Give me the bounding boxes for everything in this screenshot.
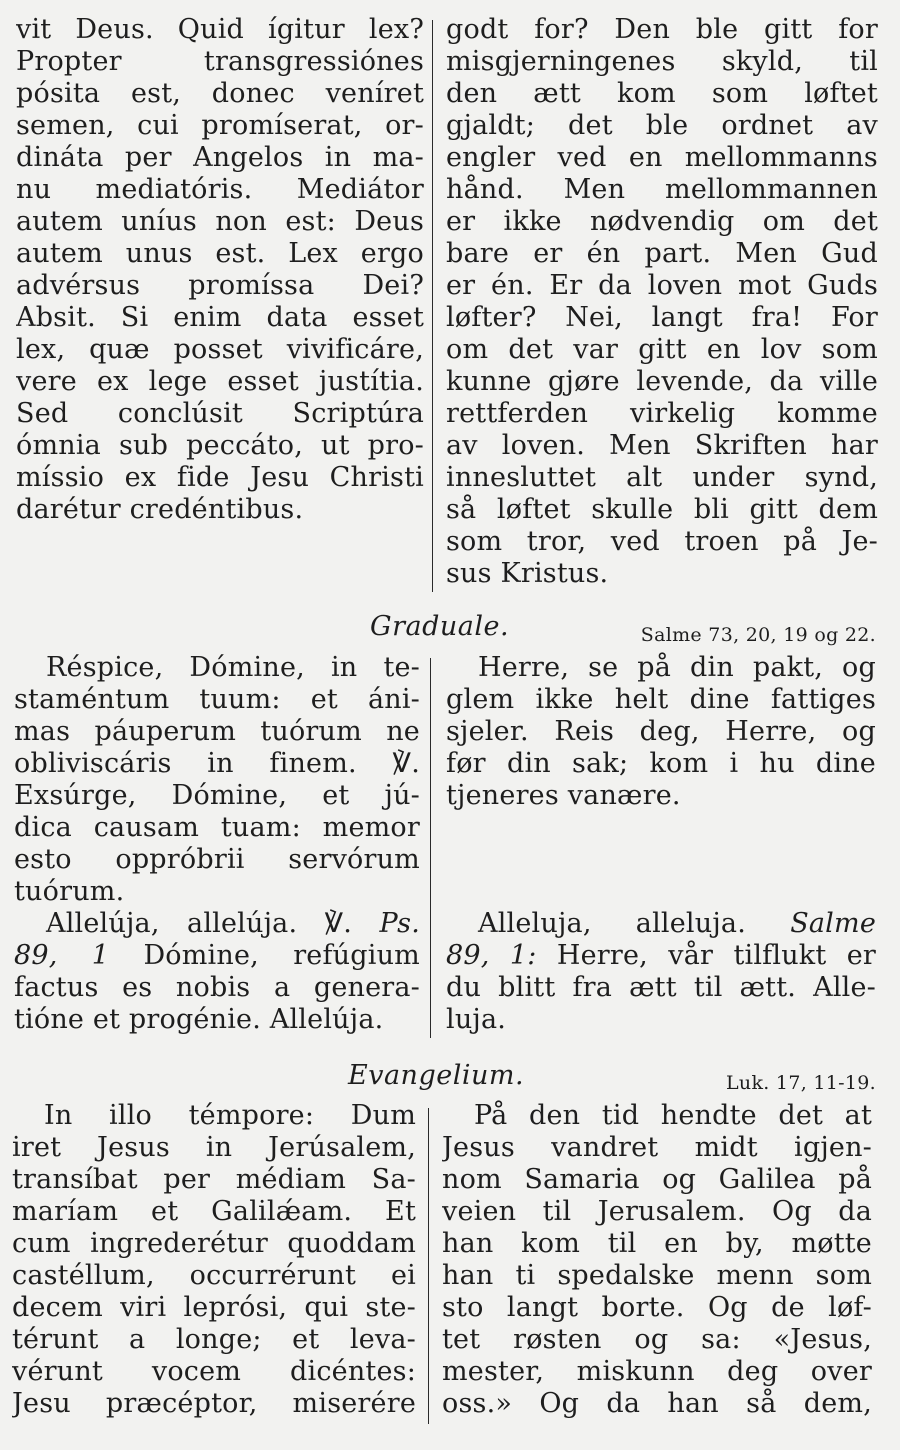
column-divider <box>430 658 431 1038</box>
text-run: Ps. <box>379 908 420 939</box>
text-line: er én. Er da loven mot Guds <box>446 270 878 301</box>
text-run: 89, 1: <box>446 940 537 971</box>
text-line: tuórum. <box>14 876 125 907</box>
text-line: luja. <box>446 1004 507 1035</box>
text-line: factus es nobis a genera- <box>14 972 420 1003</box>
evangelium-reference: Luk. 17, 11-19. <box>725 1072 876 1094</box>
text-line: ómnia sub peccáto, ut pro- <box>16 430 424 461</box>
text-line: maríam et Galilǽam. Et <box>12 1196 416 1227</box>
text-line: kunne gjøre levende, da ville <box>446 366 878 397</box>
column-divider <box>428 1108 429 1424</box>
text-line: sus Kristus. <box>446 558 609 589</box>
text-line: før din sak; kom i hu dine <box>446 748 876 779</box>
text-line: hånd. Men mellommannen <box>446 174 878 205</box>
text-line <box>14 908 420 940</box>
text-line <box>446 908 876 940</box>
text-line: glem ikke helt dine fattiges <box>446 684 876 715</box>
text-line: In illo témpore: Dum <box>44 1100 416 1131</box>
text-line: Herre, se på din pakt, og <box>478 652 876 683</box>
text-line: térunt a longe; et leva- <box>12 1324 416 1355</box>
text-run: Alleluja, alleluja. <box>478 908 747 939</box>
graduale-norwegian-column <box>446 652 876 1036</box>
text-line: mas páuperum tuórum ne <box>14 716 420 747</box>
evangelium-title: Evangelium. <box>348 1060 525 1091</box>
text-line: sto langt borte. Og de løf- <box>442 1292 872 1323</box>
text-run: Allelúja, allelúja. ℣. <box>46 908 353 939</box>
text-line: autem unus est. Lex ergo <box>16 238 424 269</box>
text-line: På den tid hendte det at <box>474 1100 872 1131</box>
text-line: oss.» Og da han så dem, <box>442 1388 872 1419</box>
text-line: om det var gitt en lov som <box>446 334 878 365</box>
text-line <box>14 940 420 972</box>
text-line: tióne et progénie. Allelúja. <box>14 1004 384 1035</box>
graduale-title: Graduale. <box>370 611 510 642</box>
epistle-latin-column <box>16 14 424 526</box>
column-divider <box>432 20 433 592</box>
text-line <box>446 940 876 972</box>
text-line: misgjerningenes skyld, til <box>446 46 878 77</box>
text-line: Jesus vandret midt igjen- <box>442 1132 872 1163</box>
text-line: pósita est, donec veníret <box>16 78 424 109</box>
text-line: cum ingrederétur quoddam <box>12 1228 416 1259</box>
text-line: så løftet skulle bli gitt dem <box>446 494 878 525</box>
text-line: iret Jesus in Jerúsalem, <box>12 1132 416 1163</box>
epistle-norwegian-column <box>446 14 878 590</box>
text-line: Jesu præcéptor, miserére <box>12 1388 416 1419</box>
text-line: staméntum tuum: et áni- <box>14 684 420 715</box>
text-line: bare er én part. Men Gud <box>446 238 878 269</box>
text-line: autem uníus non est: Deus <box>16 206 424 237</box>
text-run: Dómine, refúgium <box>143 940 420 971</box>
text-line: Absit. Si enim data esset <box>16 302 424 333</box>
text-line: han kom til en by, møtte <box>442 1228 872 1259</box>
text-line: dica causam tuam: memor <box>14 812 420 843</box>
evangelium-norwegian-column <box>442 1100 872 1420</box>
text-line: decem viri leprósi, qui ste- <box>12 1292 416 1323</box>
text-line: innesluttet alt under synd, <box>446 462 878 493</box>
text-run: Salme <box>790 908 876 939</box>
text-line: Réspice, Dómine, in te- <box>46 652 420 683</box>
text-line: vérunt vocem dicéntes: <box>12 1356 416 1387</box>
text-line: godt for? Den ble gitt for <box>446 14 878 45</box>
evangelium-latin-column <box>12 1100 416 1420</box>
text-line: løfter? Nei, langt fra! For <box>446 302 878 333</box>
text-line: obliviscáris in finem. ℣. <box>14 748 420 779</box>
text-line: Sed conclúsit Scriptúra <box>16 398 424 429</box>
text-line: dináta per Angelos in ma- <box>16 142 424 173</box>
text-line: sjeler. Reis deg, Herre, og <box>446 716 876 747</box>
text-line: av loven. Men Skriften har <box>446 430 878 461</box>
text-line: han ti spedalske menn som <box>442 1260 872 1291</box>
text-line: rettferden virkelig komme <box>446 398 878 429</box>
text-line: castéllum, occurrérunt ei <box>12 1260 416 1291</box>
text-line: transíbat per médiam Sa- <box>12 1164 416 1195</box>
text-line: Exsúrge, Dómine, et jú- <box>14 780 420 811</box>
text-line: engler ved en mellommanns <box>446 142 878 173</box>
graduale-latin-column <box>14 652 420 1036</box>
text-line: esto oppróbrii servórum <box>14 844 420 875</box>
text-line: míssio ex fide Jesu Christi <box>16 462 424 493</box>
text-run: Herre, vår tilflukt er <box>556 940 876 971</box>
text-line: vere ex lege esset justítia. <box>16 366 424 397</box>
text-line: du blitt fra ætt til ætt. Alle- <box>446 972 876 1003</box>
graduale-reference: Salme 73, 20, 19 og 22. <box>640 624 876 646</box>
text-line: som tror, ved troen på Je- <box>446 526 878 557</box>
text-line: nom Samaria og Galilea på <box>442 1164 872 1195</box>
text-line: lex, quæ posset vivificáre, <box>16 334 424 365</box>
text-line: nu mediatóris. Mediátor <box>16 174 424 205</box>
text-line: tjeneres vanære. <box>446 780 681 811</box>
text-line: veien til Jerusalem. Og da <box>442 1196 872 1227</box>
text-line: tet røsten og sa: «Jesus, <box>442 1324 872 1355</box>
text-line: vit Deus. Quid ígitur lex? <box>16 14 424 45</box>
text-line: gjaldt; det ble ordnet av <box>446 110 878 141</box>
spacer-line <box>446 876 876 908</box>
spacer-line <box>446 844 876 876</box>
spacer-line <box>446 812 876 844</box>
text-run: 89, 1 <box>14 940 110 971</box>
text-line: darétur credéntibus. <box>16 494 304 525</box>
text-line: er ikke nødvendig om det <box>446 206 878 237</box>
text-line: den ætt kom som løftet <box>446 78 878 109</box>
text-line: advérsus promíssa Dei? <box>16 270 424 301</box>
text-line: Propter transgressiónes <box>16 46 424 77</box>
text-line: semen, cui promíserat, or- <box>16 110 424 141</box>
text-line: mester, miskunn deg over <box>442 1356 872 1387</box>
